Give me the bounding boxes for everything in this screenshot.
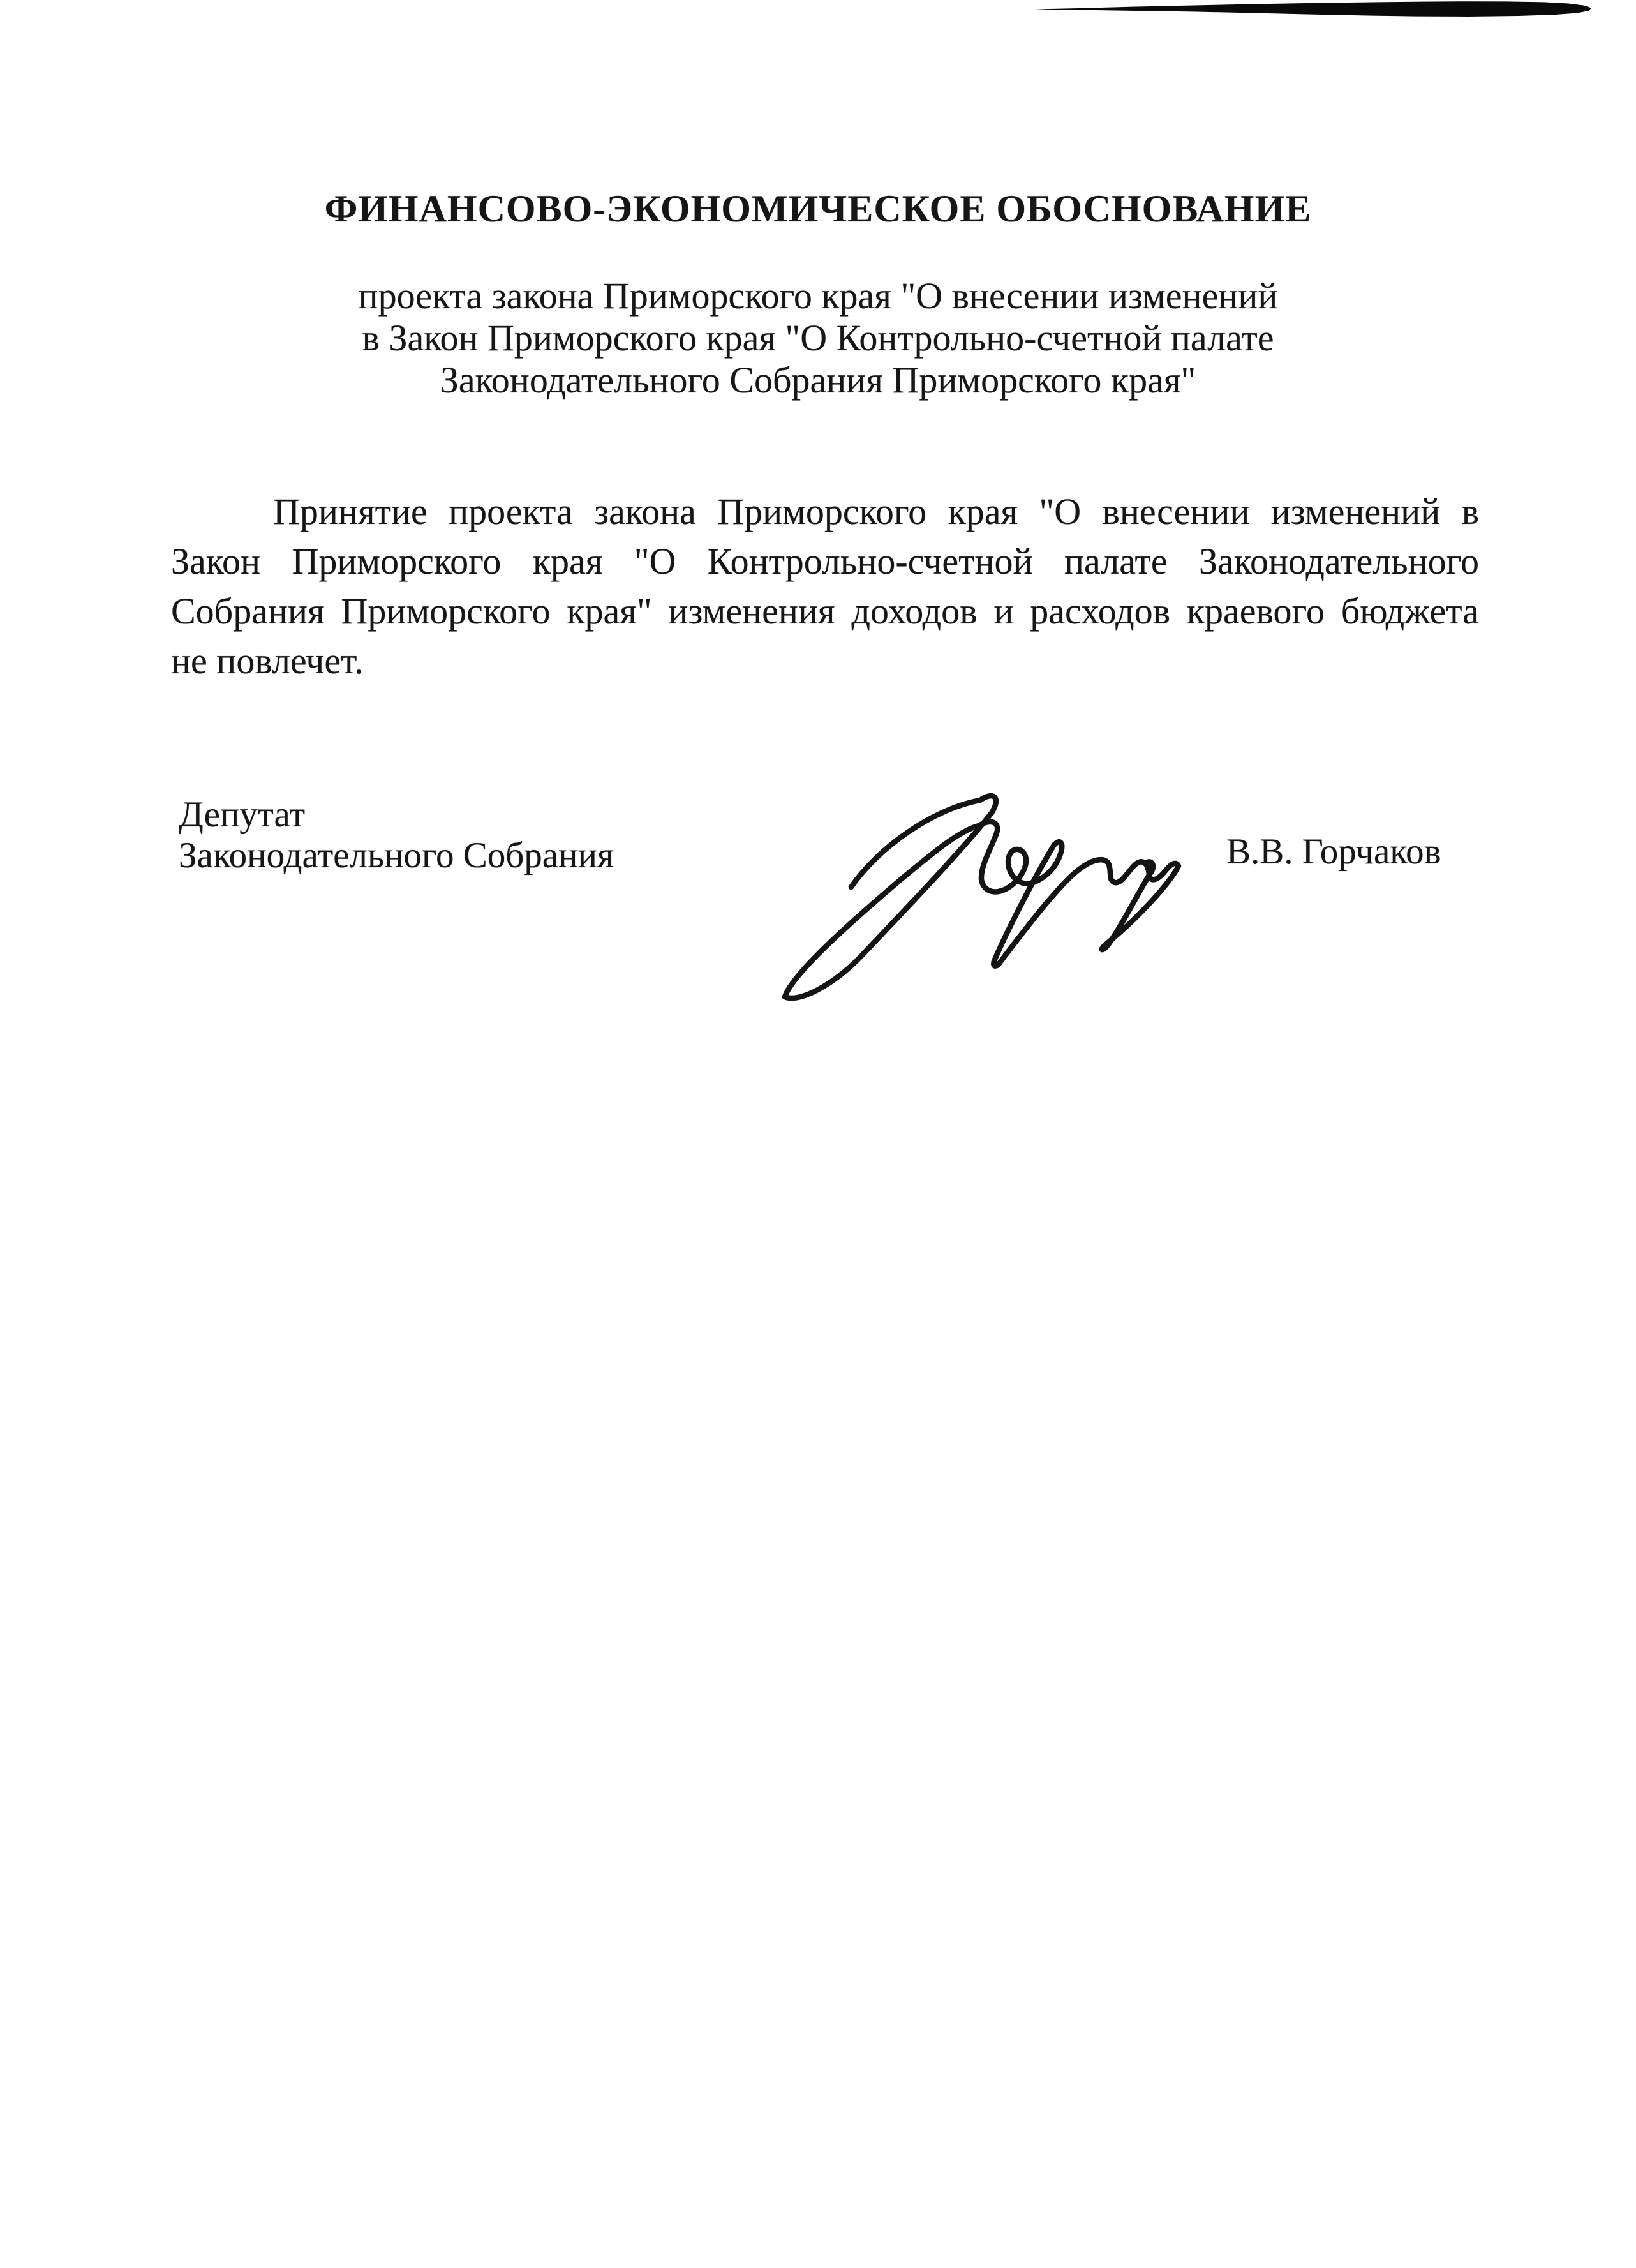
subtitle-line: Законодательного Собрания Приморского края" [440,359,1196,401]
document-subtitle [164,275,1472,401]
subtitle-line: проекта закона Приморского края "О внесении изменений [358,275,1278,317]
body-line: Закон Приморского края "О Контрольно-счетной палате Законодательного [171,541,1479,582]
document-title: ФИНАНСОВО-ЭКОНОМИЧЕСКОЕ ОБОСНОВАНИЕ [324,188,1312,230]
body-paragraph [171,487,1479,686]
signature-mark [727,747,1212,1040]
signer-name: В.В. Горчаков [1226,832,1441,872]
body-line: Собрания Приморского края" изменения доходов и расходов краевого бюджета [171,590,1479,632]
body-line: Принятие проекта закона Приморского края "О внесении изменений в [273,491,1479,532]
scan-edge-artifact [1021,0,1608,22]
signer-position-line: Законодательного Собрания [179,835,614,876]
body-line: не повлечет. [171,640,364,682]
signer-position [179,795,614,876]
subtitle-line: в Закон Приморского края "О Контрольно-счетной палате [362,317,1274,359]
signer-position-line: Депутат [179,795,306,835]
